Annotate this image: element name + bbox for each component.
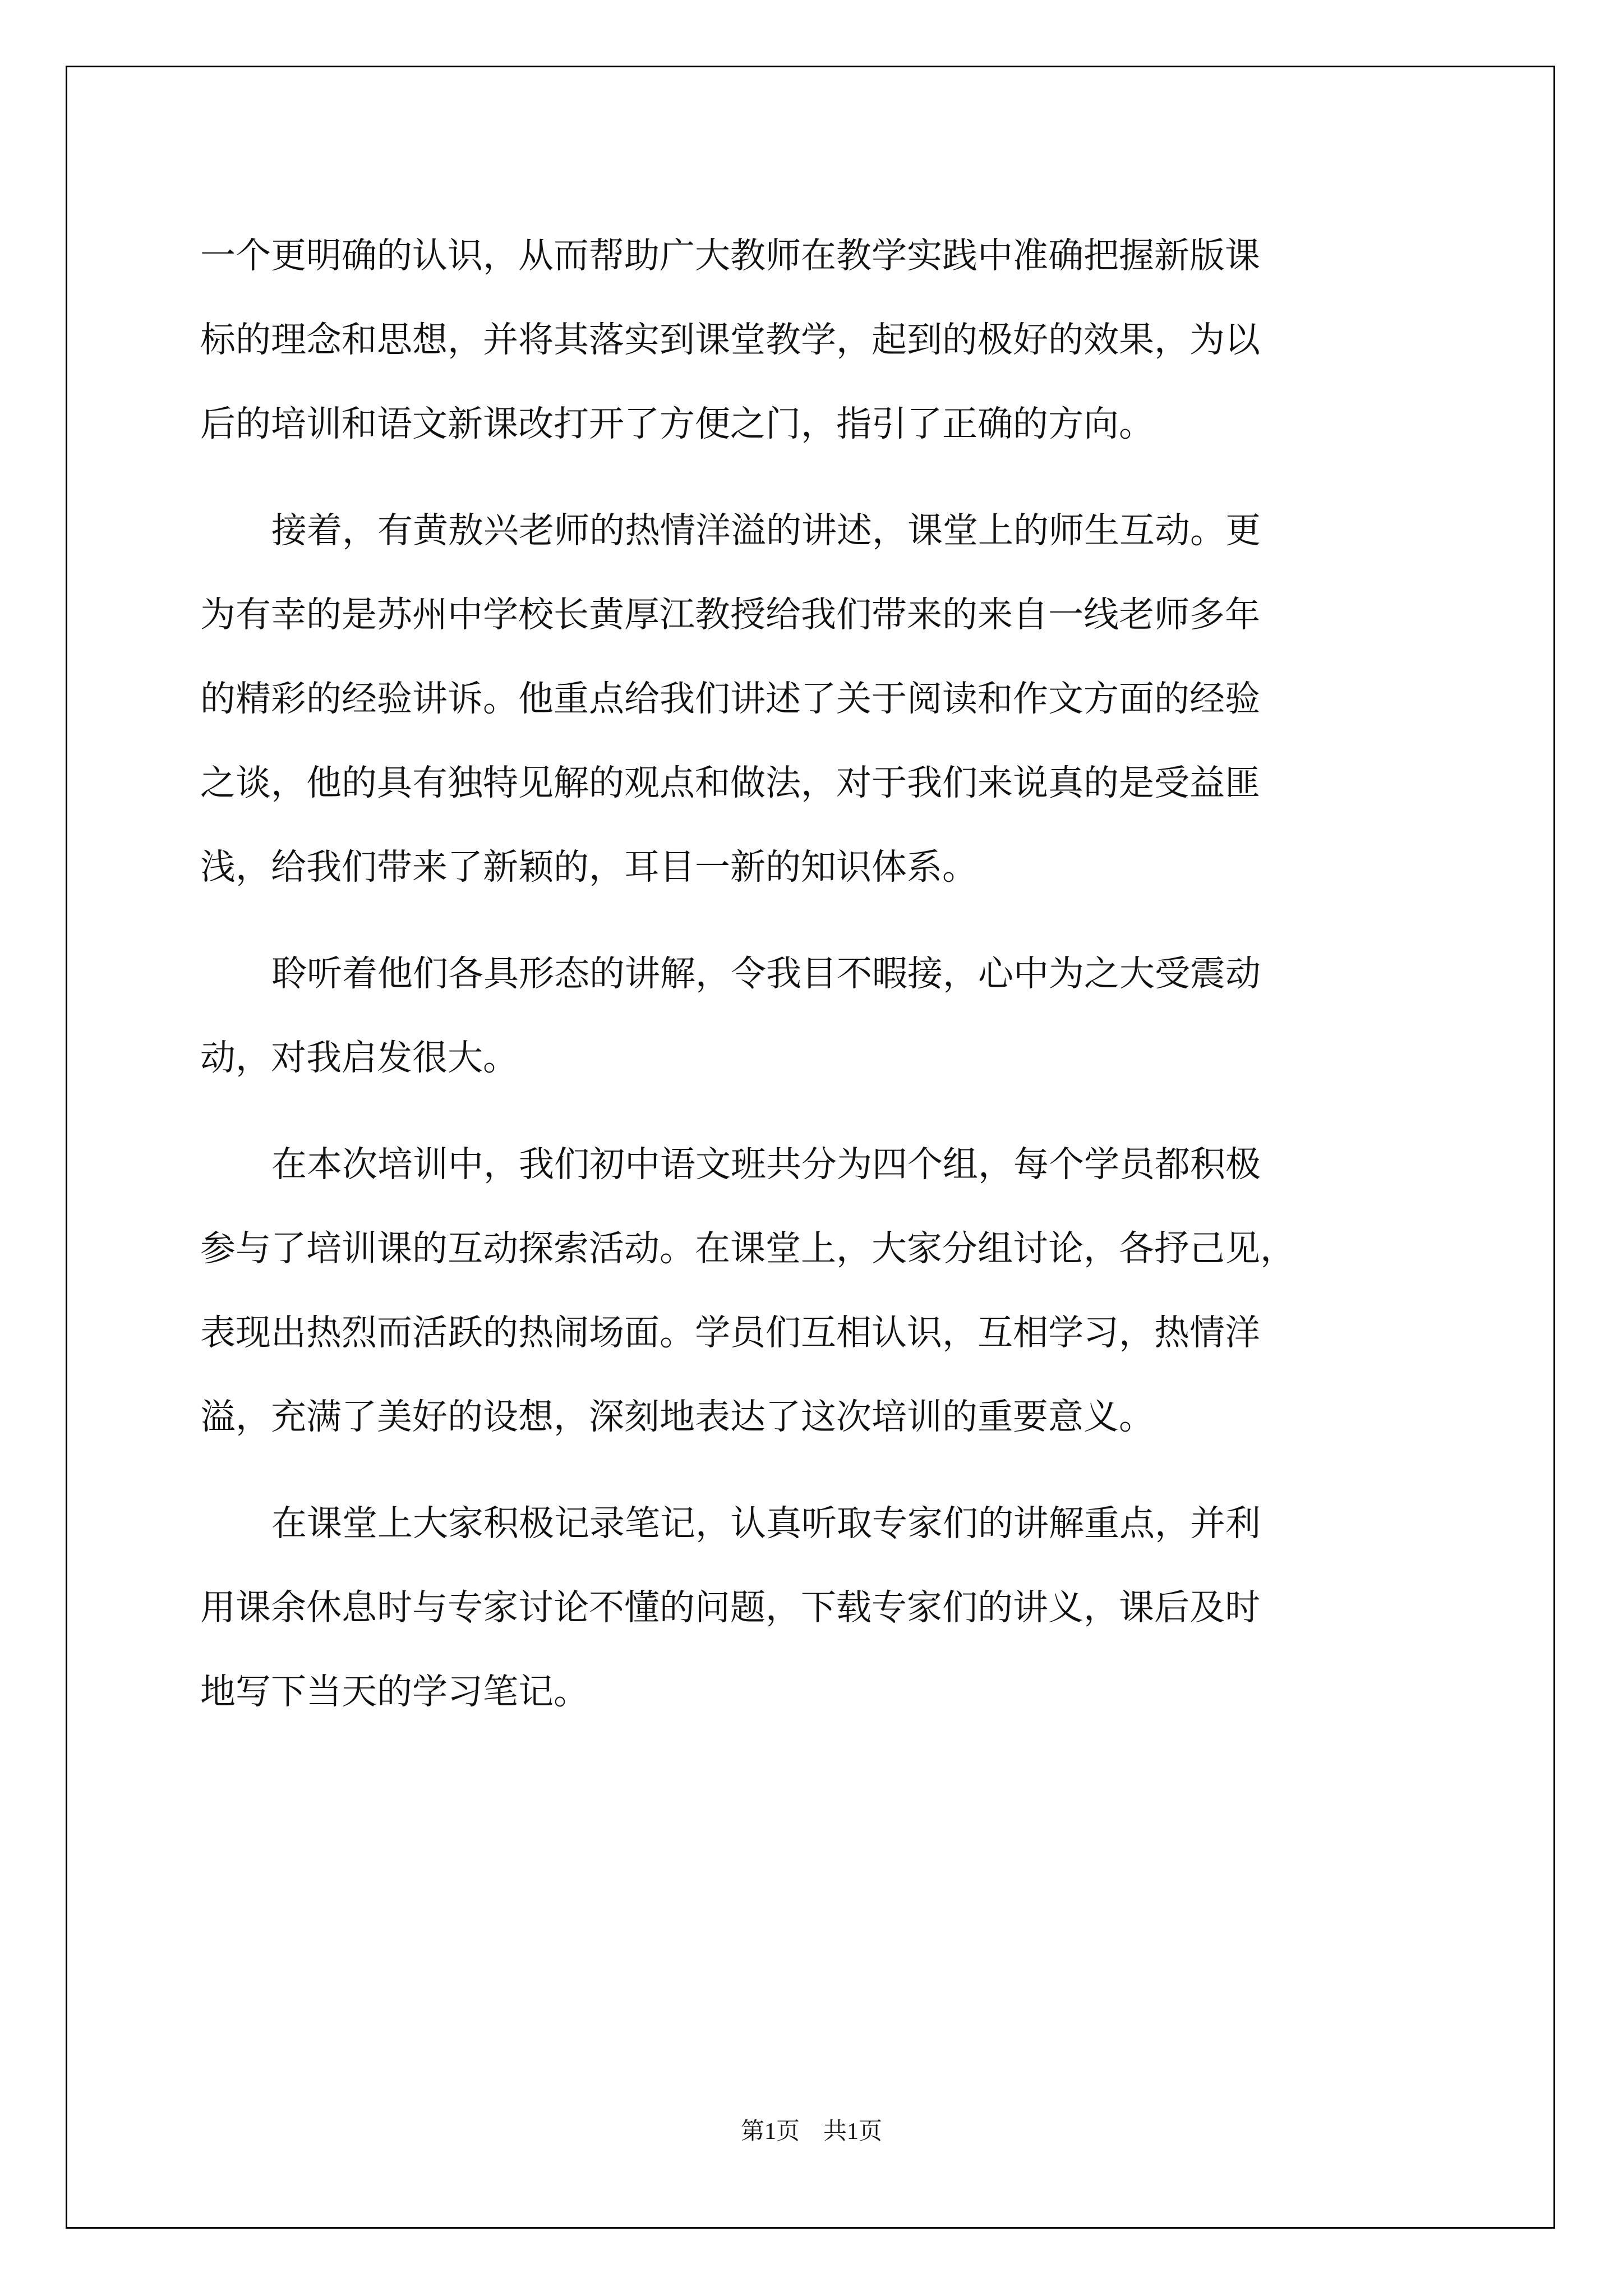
text-line: 后的培训和语文新课改打开了方便之门，指引了正确的方向。 [200, 403, 1154, 444]
text-line: 的精彩的经验讲诉。他重点给我们讲述了关于阅读和作文方面的经验 [200, 678, 1260, 719]
paragraph-4 [200, 1122, 1451, 1459]
text-line: 动，对我启发很大。 [200, 1037, 518, 1078]
text-line: 为有幸的是苏州中学校长黄厚江教授给我们带来的来自一线老师多年 [200, 594, 1260, 635]
text-line: 参与了培训课的互动探索活动。在课堂上，大家分组讨论，各抒己见， [200, 1228, 1295, 1269]
text-line: 溢，充满了美好的设想，深刻地表达了这次培训的重要意义。 [200, 1396, 1154, 1437]
text-line: 表现出热烈而活跃的热闹场面。学员们互相认识，互相学习，热情洋 [200, 1312, 1260, 1353]
total-pages: 共1页 [823, 2119, 883, 2145]
paragraph-3 [200, 932, 1451, 1100]
text-line: 地写下当天的学习笔记。 [200, 1671, 589, 1712]
text-line: 用课余休息时与专家讨论不懂的问题，下载专家们的讲义，课后及时 [200, 1587, 1260, 1628]
text-line: 在课堂上大家积极记录笔记，认真听取专家们的讲解重点，并利 [271, 1503, 1261, 1544]
document-body [200, 214, 1451, 1734]
paragraph-1 [200, 214, 1451, 466]
page-number: 第1页 [740, 2119, 800, 2145]
text-line: 聆听着他们各具形态的讲解，令我目不暇接，心中为之大受震动 [271, 953, 1261, 994]
text-line: 接着，有黄敖兴老师的热情洋溢的讲述，课堂上的师生互动。更 [271, 510, 1261, 551]
text-line: 标的理念和思想，并将其落实到课堂教学，起到的极好的效果，为以 [200, 319, 1260, 360]
text-line: 之谈，他的具有独特见解的观点和做法，对于我们来说真的是受益匪 [200, 762, 1260, 803]
page-footer [0, 2115, 1623, 2148]
paragraph-2 [200, 489, 1451, 909]
paragraph-5 [200, 1481, 1451, 1734]
text-line: 在本次培训中，我们初中语文班共分为四个组，每个学员都积极 [271, 1144, 1261, 1185]
text-line: 浅，给我们带来了新颖的，耳目一新的知识体系。 [200, 846, 978, 887]
text-line: 一个更明确的认识，从而帮助广大教师在教学实践中准确把握新版课 [200, 235, 1260, 276]
